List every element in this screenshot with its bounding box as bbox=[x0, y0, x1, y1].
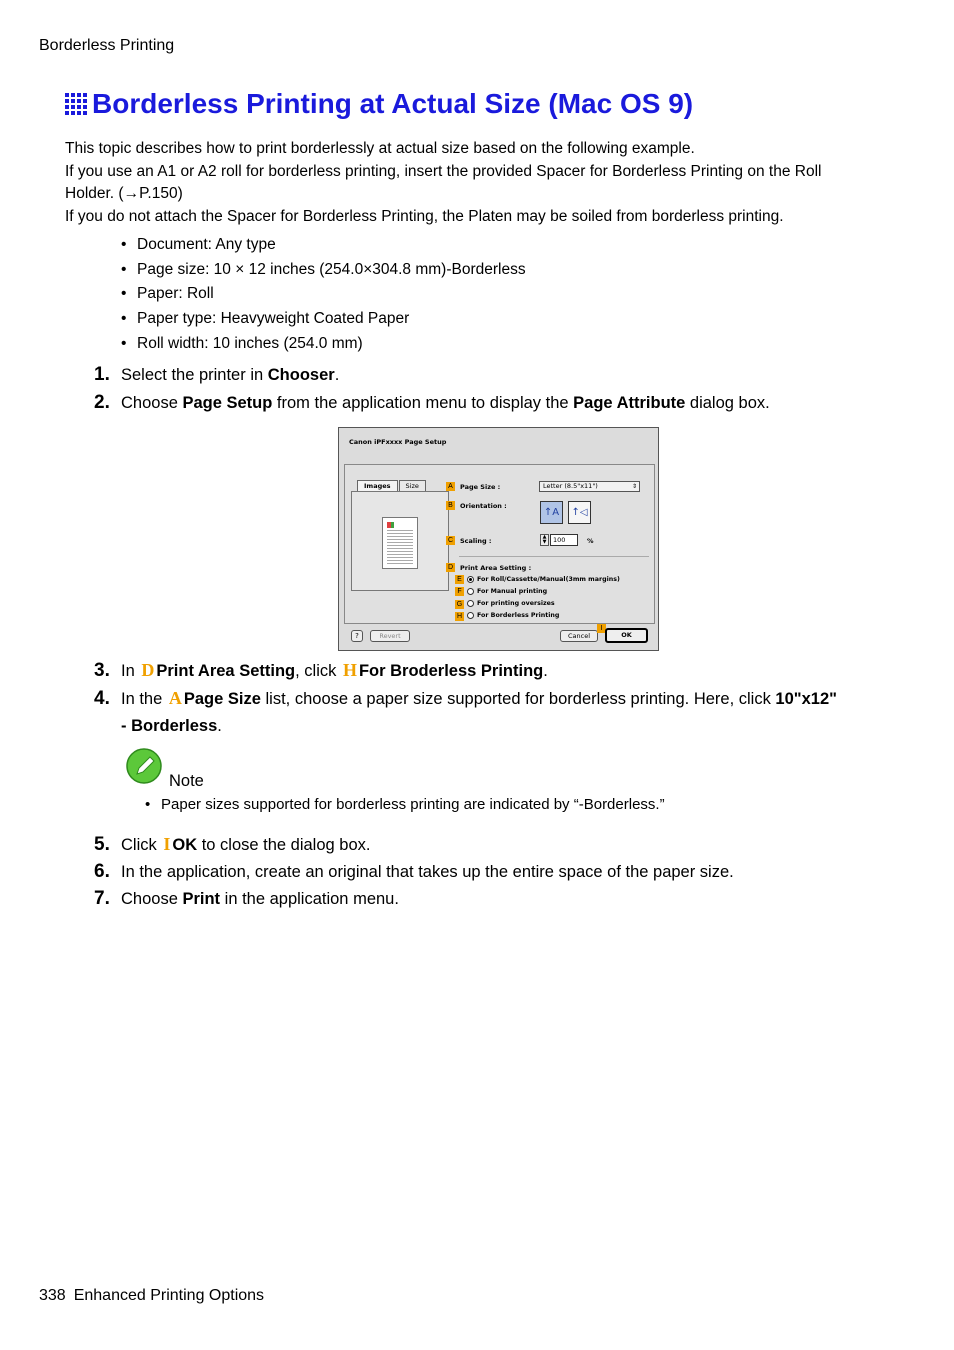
intro-paragraph: If you use an A1 or A2 roll for borderless printing, insert the provided Spacer for Borderless Printing on the Roll Holder. (→P.150) bbox=[65, 162, 822, 202]
footer-section: Enhanced Printing Options bbox=[73, 1287, 265, 1304]
print-area-label: Print Area Setting : bbox=[460, 564, 532, 572]
radio-borderless-printing[interactable] bbox=[467, 612, 559, 619]
running-head: Borderless Printing bbox=[39, 37, 175, 54]
radio-selected-icon bbox=[467, 576, 474, 583]
scaling-unit: % bbox=[587, 537, 594, 545]
radio-icon bbox=[467, 588, 474, 595]
list-item: • Document: Any type bbox=[121, 233, 526, 258]
page-number: 338 bbox=[39, 1287, 66, 1304]
page-preview bbox=[351, 491, 449, 591]
radio-label: For Roll/Cassette/Manual(3mm margins) bbox=[477, 576, 620, 583]
step-number: 7. bbox=[94, 888, 110, 909]
list-item: • Paper type: Heavyweight Coated Paper bbox=[121, 307, 526, 332]
preview-image-icon bbox=[387, 522, 394, 528]
scaling-stepper[interactable]: ▲ ▼ bbox=[540, 534, 549, 546]
intro-paragraph: This topic describes how to print borderlessly at actual size based on the following example. bbox=[65, 140, 695, 157]
radio-label: For Borderless Printing bbox=[477, 612, 560, 619]
radio-label: For Manual printing bbox=[477, 588, 548, 595]
label-i: I bbox=[597, 624, 606, 633]
tab-images[interactable]: Images bbox=[357, 480, 398, 491]
label-e: E bbox=[455, 575, 464, 584]
ok-button[interactable]: OK bbox=[605, 628, 648, 643]
page-title bbox=[65, 88, 693, 120]
portrait-icon: ↑A bbox=[543, 507, 560, 518]
divider bbox=[459, 556, 649, 557]
step-3 bbox=[94, 657, 548, 685]
label-h: H bbox=[456, 613, 463, 620]
label-a: A bbox=[446, 482, 455, 491]
page-size-popup[interactable] bbox=[539, 481, 640, 492]
step-text: Choose Page Setup from the application menu to display the Page Attribute dialog box. bbox=[121, 394, 770, 412]
page-size-value: Letter (8.5"x11") bbox=[543, 482, 598, 490]
label-b: B bbox=[446, 501, 455, 510]
tab-size[interactable]: Size bbox=[399, 480, 426, 491]
radio-icon bbox=[467, 612, 474, 619]
step-text: In the A Page Size list, choose a paper size supported for borderless printing. Here, click 10"x12" - Borderless. bbox=[121, 688, 837, 735]
page-size-label: Page Size : bbox=[460, 483, 501, 491]
landscape-orientation-button[interactable] bbox=[568, 501, 591, 524]
list-item: • Paper: Roll bbox=[121, 282, 526, 307]
orientation-label: Orientation : bbox=[460, 502, 507, 510]
label-d: D bbox=[447, 564, 454, 571]
radio-printing-oversizes[interactable] bbox=[467, 600, 555, 607]
preview-page-icon bbox=[382, 517, 418, 569]
portrait-orientation-button[interactable] bbox=[540, 501, 563, 524]
note-label: Note bbox=[169, 772, 204, 790]
step-number: 5. bbox=[94, 834, 110, 855]
label-g: G bbox=[456, 601, 463, 608]
label-c: C bbox=[447, 537, 454, 544]
scaling-label: Scaling : bbox=[460, 537, 492, 545]
page-setup-dialog bbox=[338, 427, 659, 651]
grid-icon bbox=[65, 93, 87, 115]
step-number: 4. bbox=[94, 688, 110, 709]
step-6 bbox=[94, 859, 734, 886]
radio-icon bbox=[467, 600, 474, 607]
scaling-input[interactable]: 100 bbox=[550, 534, 578, 546]
step-number: 1. bbox=[94, 364, 110, 385]
step-text: Select the printer in Chooser. bbox=[121, 366, 340, 384]
popup-arrow-icon: ⇕ bbox=[631, 483, 637, 490]
radio-manual-printing[interactable] bbox=[467, 588, 547, 595]
intro-paragraph: If you do not attach the Spacer for Borderless Printing, the Platen may be soiled from borderless printing. bbox=[65, 207, 784, 225]
list-item: • Page size: 10 × 12 inches (254.0×304.8 mm)-Borderless bbox=[121, 258, 526, 283]
step-4 bbox=[94, 685, 841, 740]
dialog-title: Canon iPFxxxx Page Setup bbox=[349, 438, 447, 446]
cancel-button[interactable]: Cancel bbox=[560, 630, 598, 642]
example-list bbox=[121, 233, 526, 357]
list-item: • Roll width: 10 inches (254.0 mm) bbox=[121, 332, 526, 357]
preview-text-lines bbox=[387, 530, 413, 564]
help-button[interactable]: ? bbox=[351, 630, 363, 642]
step-5 bbox=[94, 831, 370, 859]
step-number: 3. bbox=[94, 660, 110, 681]
landscape-icon: ↑◁ bbox=[571, 507, 588, 518]
step-text: In D Print Area Setting, click H For Broderless Printing. bbox=[121, 660, 548, 680]
step-text: Choose Print in the application menu. bbox=[121, 890, 399, 908]
note-item: • Paper sizes supported for borderless printing are indicated by “-Borderless.” bbox=[145, 796, 665, 813]
step-number: 2. bbox=[94, 392, 110, 413]
step-1 bbox=[94, 362, 339, 389]
page-footer bbox=[39, 1287, 264, 1305]
radio-label: For printing oversizes bbox=[477, 600, 555, 607]
step-2 bbox=[94, 390, 770, 417]
step-text: Click I OK to close the dialog box. bbox=[121, 834, 371, 854]
tab-bar bbox=[357, 480, 427, 491]
revert-button[interactable]: Revert bbox=[370, 630, 410, 642]
note-pencil-icon bbox=[125, 748, 163, 784]
page-title-text: Borderless Printing at Actual Size (Mac OS 9) bbox=[92, 88, 694, 119]
radio-roll-cassette-manual[interactable] bbox=[467, 576, 620, 583]
step-text: In the application, create an original that takes up the entire space of the paper size. bbox=[121, 863, 734, 881]
step-7 bbox=[94, 886, 399, 913]
step-number: 6. bbox=[94, 861, 110, 882]
label-f: F bbox=[455, 587, 464, 596]
intro bbox=[65, 138, 845, 228]
